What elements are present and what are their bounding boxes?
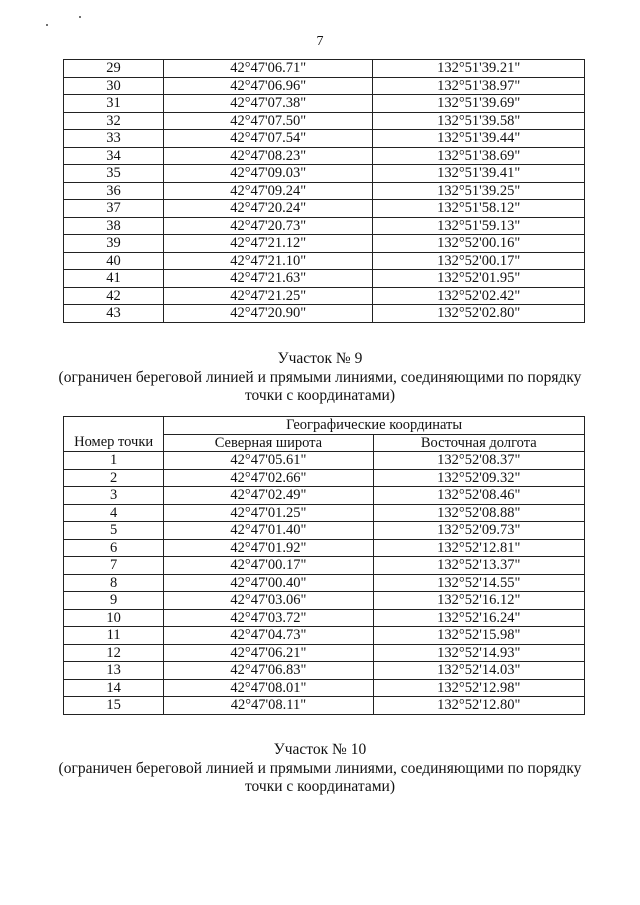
cell-point-number: 32 (64, 112, 164, 130)
table-row (64, 592, 585, 610)
column-header-longitude: Восточная долгота (373, 434, 584, 452)
section-9-heading (40, 350, 600, 405)
cell-point-number: 42 (64, 287, 164, 305)
section-title: Участок № 10 (273, 741, 367, 758)
section-description: (ограничен береговой линией и прямыми линиями, соединяющими по порядку (58, 369, 582, 386)
cell-longitude: 132°52'16.24" (373, 609, 584, 627)
table-row (64, 270, 585, 288)
table-row (64, 487, 585, 505)
table-row (64, 217, 585, 235)
table-row (64, 557, 585, 575)
cell-point-number: 29 (64, 60, 164, 78)
section-description: точки с координатами) (244, 387, 396, 404)
table-row (64, 130, 585, 148)
table-row (64, 679, 585, 697)
table-header-row (64, 434, 585, 452)
cell-latitude: 42°47'01.40" (164, 522, 373, 540)
cell-point-number: 2 (64, 469, 164, 487)
cell-point-number: 5 (64, 522, 164, 540)
table-row (64, 200, 585, 218)
cell-point-number: 4 (64, 504, 164, 522)
cell-point-number: 40 (64, 252, 164, 270)
cell-point-number: 10 (64, 609, 164, 627)
cell-latitude: 42°47'00.17" (164, 557, 373, 575)
cell-latitude: 42°47'00.40" (164, 574, 373, 592)
cell-latitude: 42°47'03.06" (164, 592, 373, 610)
scan-speck (46, 24, 48, 26)
cell-latitude: 42°47'08.23" (164, 147, 373, 165)
cell-longitude: 132°52'12.81" (373, 539, 584, 557)
cell-longitude: 132°52'00.17" (373, 252, 585, 270)
cell-latitude: 42°47'02.49" (164, 487, 373, 505)
cell-longitude: 132°51'39.44" (373, 130, 585, 148)
table-row (64, 182, 585, 200)
table-row (64, 235, 585, 253)
cell-longitude: 132°51'38.69" (373, 147, 585, 165)
cell-point-number: 11 (64, 627, 164, 645)
cell-longitude: 132°52'14.93" (373, 644, 584, 662)
cell-point-number: 35 (64, 165, 164, 183)
cell-longitude: 132°52'00.16" (373, 235, 585, 253)
section-title: Участок № 9 (277, 350, 363, 367)
cell-point-number: 13 (64, 662, 164, 680)
cell-point-number: 1 (64, 452, 164, 470)
cell-point-number: 39 (64, 235, 164, 253)
table-row (64, 77, 585, 95)
cell-point-number: 12 (64, 644, 164, 662)
table-head (64, 417, 585, 452)
cell-point-number: 30 (64, 77, 164, 95)
cell-point-number: 38 (64, 217, 164, 235)
table-row (64, 165, 585, 183)
cell-longitude: 132°52'12.98" (373, 679, 584, 697)
cell-longitude: 132°51'39.21" (373, 60, 585, 78)
table-row (64, 609, 585, 627)
table-row (64, 95, 585, 113)
cell-point-number: 43 (64, 305, 164, 323)
table-row (64, 469, 585, 487)
table-row (64, 644, 585, 662)
cell-latitude: 42°47'04.73" (164, 627, 373, 645)
table-row (64, 287, 585, 305)
scan-speck (79, 16, 81, 18)
cell-longitude: 132°52'16.12" (373, 592, 584, 610)
cell-latitude: 42°47'21.12" (164, 235, 373, 253)
cell-point-number: 7 (64, 557, 164, 575)
cell-latitude: 42°47'20.24" (164, 200, 373, 218)
cell-longitude: 132°52'09.32" (373, 469, 584, 487)
cell-latitude: 42°47'09.03" (164, 165, 373, 183)
cell-longitude: 132°52'02.80" (373, 305, 585, 323)
column-header-point: Номер точки (64, 434, 164, 452)
cell-longitude: 132°52'08.88" (373, 504, 584, 522)
cell-latitude: 42°47'06.96" (164, 77, 373, 95)
cell-longitude: 132°52'08.37" (373, 452, 584, 470)
cell-latitude: 42°47'20.90" (164, 305, 373, 323)
cell-latitude: 42°47'08.01" (164, 679, 373, 697)
cell-latitude: 42°47'02.66" (164, 469, 373, 487)
table-row (64, 627, 585, 645)
table-row (64, 252, 585, 270)
cell-longitude: 132°51'39.25" (373, 182, 585, 200)
cell-latitude: 42°47'21.10" (164, 252, 373, 270)
cell-point-number: 9 (64, 592, 164, 610)
table-row (64, 452, 585, 470)
cell-point-number: 14 (64, 679, 164, 697)
table-row (64, 662, 585, 680)
coordinates-table-section-9 (63, 416, 585, 715)
table-row (64, 147, 585, 165)
table-row (64, 112, 585, 130)
cell-point-number: 31 (64, 95, 164, 113)
cell-longitude: 132°52'15.98" (373, 627, 584, 645)
cell-longitude: 132°51'59.13" (373, 217, 585, 235)
cell-longitude: 132°52'14.03" (373, 662, 584, 680)
cell-latitude: 42°47'09.24" (164, 182, 373, 200)
coordinates-table-continued (63, 59, 585, 323)
table-row (64, 697, 585, 715)
cell-point-number: 33 (64, 130, 164, 148)
cell-longitude: 132°52'01.95" (373, 270, 585, 288)
cell-latitude: 42°47'05.61" (164, 452, 373, 470)
cell-latitude: 42°47'03.72" (164, 609, 373, 627)
cell-longitude: 132°52'02.42" (373, 287, 585, 305)
table-row (64, 539, 585, 557)
cell-longitude: 132°52'14.55" (373, 574, 584, 592)
cell-point-number: 8 (64, 574, 164, 592)
table-row (64, 504, 585, 522)
cell-latitude: 42°47'07.54" (164, 130, 373, 148)
cell-point-number: 3 (64, 487, 164, 505)
cell-longitude: 132°51'58.12" (373, 200, 585, 218)
cell-longitude: 132°52'09.73" (373, 522, 584, 540)
section-description: (ограничен береговой линией и прямыми линиями, соединяющими по порядку (58, 760, 582, 777)
cell-longitude: 132°51'39.41" (373, 165, 585, 183)
cell-longitude: 132°52'08.46" (373, 487, 584, 505)
cell-latitude: 42°47'06.83" (164, 662, 373, 680)
cell-point-number: 6 (64, 539, 164, 557)
table-row (64, 522, 585, 540)
group-header: Географические координаты (164, 417, 585, 435)
cell-point-number: 37 (64, 200, 164, 218)
cell-longitude: 132°51'38.97" (373, 77, 585, 95)
cell-point-number: 15 (64, 697, 164, 715)
table-row (64, 305, 585, 323)
cell-longitude: 132°52'12.80" (373, 697, 584, 715)
cell-latitude: 42°47'01.92" (164, 539, 373, 557)
cell-latitude: 42°47'07.50" (164, 112, 373, 130)
column-header-latitude: Северная широта (164, 434, 373, 452)
cell-latitude: 42°47'06.21" (164, 644, 373, 662)
header-spacer (64, 417, 164, 435)
cell-latitude: 42°47'21.25" (164, 287, 373, 305)
cell-longitude: 132°52'13.37" (373, 557, 584, 575)
cell-latitude: 42°47'08.11" (164, 697, 373, 715)
table-row (64, 574, 585, 592)
table-header-row (64, 417, 585, 435)
table-body (64, 60, 585, 323)
section-10-heading (40, 741, 600, 796)
cell-longitude: 132°51'39.69" (373, 95, 585, 113)
cell-latitude: 42°47'01.25" (164, 504, 373, 522)
cell-point-number: 36 (64, 182, 164, 200)
page-number: 7 (316, 34, 324, 49)
cell-latitude: 42°47'06.71" (164, 60, 373, 78)
table-row (64, 60, 585, 78)
table-body (64, 452, 585, 715)
cell-point-number: 41 (64, 270, 164, 288)
section-description: точки с координатами) (244, 778, 396, 795)
cell-latitude: 42°47'21.63" (164, 270, 373, 288)
cell-latitude: 42°47'20.73" (164, 217, 373, 235)
cell-point-number: 34 (64, 147, 164, 165)
cell-latitude: 42°47'07.38" (164, 95, 373, 113)
cell-longitude: 132°51'39.58" (373, 112, 585, 130)
